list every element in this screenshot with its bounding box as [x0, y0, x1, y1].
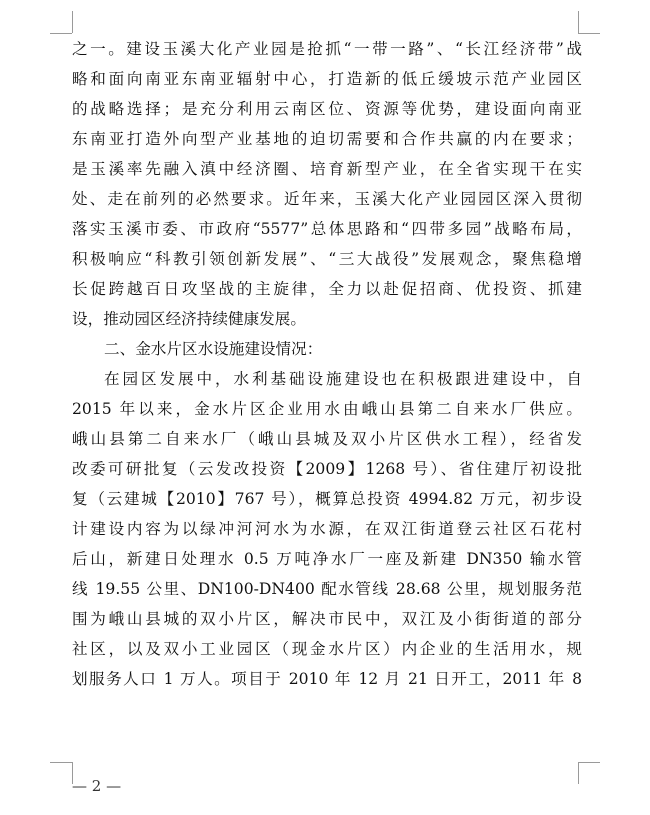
body-line: 2015 年以来，金水片区企业用水由峨山县第二自来水厂供应。	[72, 400, 582, 418]
body-line: 围为峨山县城的双小片区，解决市民中，双江及小街街道的部分	[72, 610, 582, 628]
body-line: 的战略选择；是充分利用云南区位、资源等优势，建设面向南亚	[72, 100, 582, 118]
body-line: 后山，新建日处理水 0.5 万吨净水厂一座及新建 DN350 输水管	[72, 550, 582, 568]
crop-mark-bottom-right-vertical	[578, 762, 579, 784]
body-line: 处、走在前列的必然要求。近年来，玉溪大化产业园园区深入贯彻	[72, 190, 582, 208]
body-line: 是玉溪率先融入滇中经济圈、培育新型产业，在全省实现干在实	[72, 160, 582, 178]
body-line: 长促跨越百日攻坚战的主旋律，全力以赴促招商、优投资、抓建	[72, 280, 582, 298]
crop-mark-bottom-left-horizontal	[50, 762, 72, 763]
page-number: — 2 —	[72, 777, 122, 795]
body-line: 线 19.55 公里、DN100-DN400 配水管线 28.68 公里，规划服务范	[72, 580, 582, 598]
body-line: 设，推动园区经济持续健康发展。	[72, 310, 306, 328]
body-line: 峨山县第二自来水厂（峨山县城及双小片区供水工程），经省发	[72, 430, 582, 448]
crop-mark-top-left-horizontal	[50, 33, 72, 34]
body-line: 划服务人口 1 万人。项目于 2010 年 12 月 21 日开工，2011 年 8	[72, 670, 582, 688]
crop-mark-bottom-right-horizontal	[578, 762, 600, 763]
body-line: 社区，以及双小工业园区（现金水片区）内企业的生活用水，规	[72, 640, 582, 658]
body-line: 计建设内容为以绿冲河河水为水源，在双江街道登云社区石花村	[72, 520, 582, 538]
body-line: 之一。建设玉溪大化产业园是抢抓“一带一路”、“长江经济带”战	[72, 40, 582, 58]
body-line: 在园区发展中，水利基础设施建设也在积极跟进建设中，自	[104, 370, 582, 388]
body-line: 复（云建城【2010】767 号），概算总投资 4994.82 万元，初步设	[72, 490, 582, 508]
body-line: 改委可研批复（云发改投资【2009】1268 号）、省住建厅初设批	[72, 460, 582, 478]
body-line: 东南亚打造外向型产业基地的迫切需要和合作共赢的内在要求；	[72, 130, 582, 148]
section-heading: 二、金水片区水设施建设情况：	[104, 340, 323, 358]
crop-mark-top-right-vertical	[578, 11, 579, 33]
body-line: 落实玉溪市委、市政府“5577”总体思路和“四带多园”战略布局，	[72, 220, 582, 238]
body-line: 积极响应“科教引领创新发展”、“三大战役”发展观念，聚焦稳增	[72, 250, 582, 268]
body-line: 略和面向南亚东南亚辐射中心，打造新的低丘缓坡示范产业园区	[72, 70, 582, 88]
crop-mark-top-left-vertical	[72, 11, 73, 33]
document-body	[72, 34, 582, 694]
